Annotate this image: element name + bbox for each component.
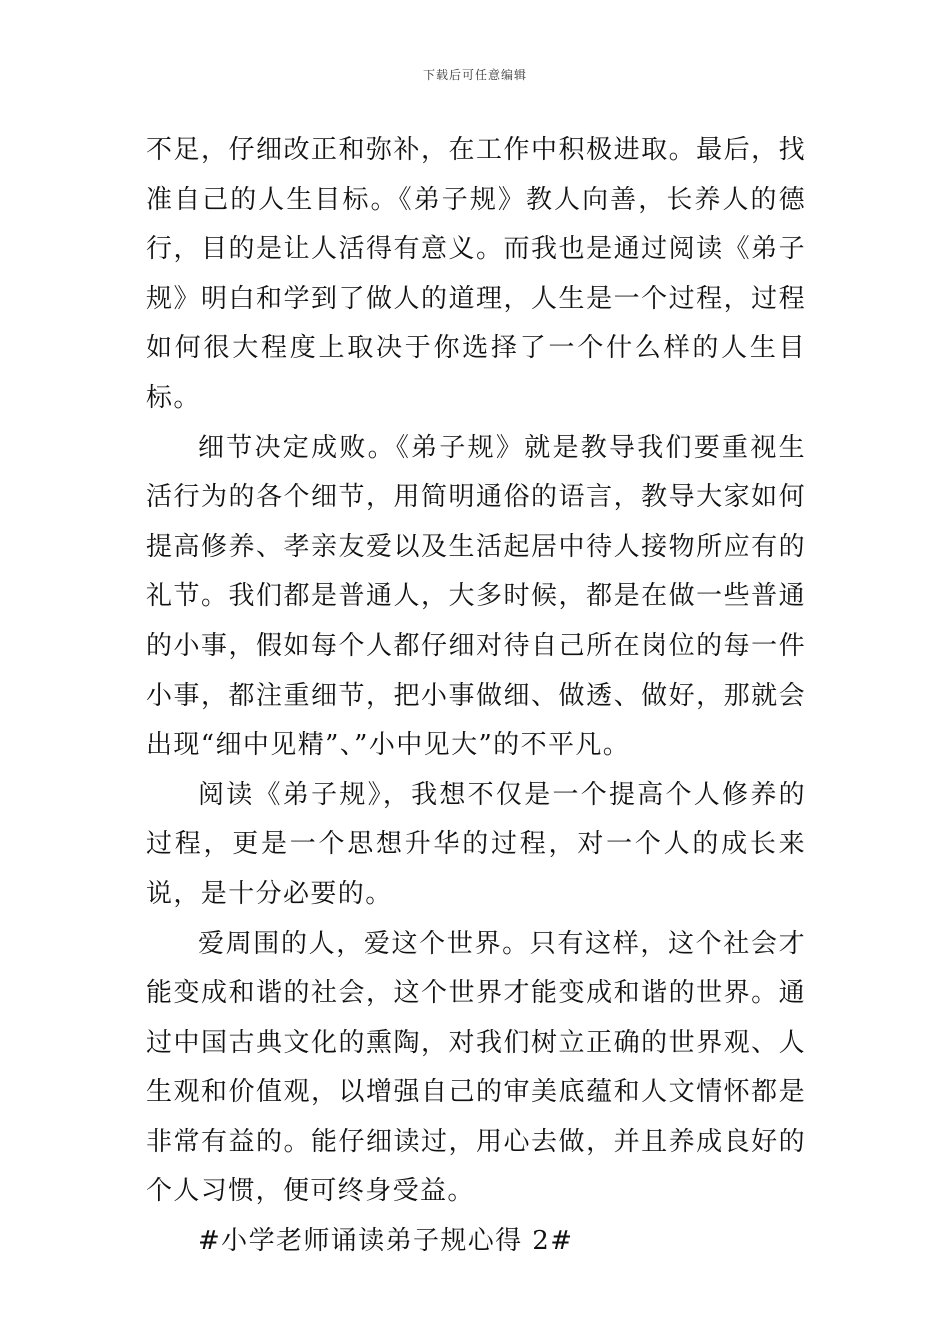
paragraph-details: 细节决定成败。《弟子规》就是教导我们要重视生活行为的各个细节，用简明通俗的语言，教导大家如何提高修养、孝亲友爱以及生活起居中待人接物所应有的礼节。我们都是普通人，大多时候，都是在做一些普通的小事，假如每个人都仔细对待自己所在岗位的每一件小事，都注重细节，把小事做细、做透、做好，那就会出现“细中见精”、”小中见大”的不平凡。: [146, 432, 806, 761]
paragraph-continuation: 不足，仔细改正和弥补，在工作中积极进取。最后，找准自己的人生目标。《弟子规》教人向善，长养人的德行，目的是让人活得有意义。而我也是通过阅读《弟子规》明白和学到了做人的道理，人生是一个过程，过程如何很大程度上取决于你选择了一个什么样的人生目标。: [146, 135, 806, 413]
paragraph-love: 爱周围的人，爱这个世界。只有这样，这个社会才能变成和谐的社会，这个世界才能变成和谐的世界。通过中国古典文化的熏陶，对我们树立正确的世界观、人生观和价值观，以增强自己的审美底蕴和人文情怀都是非常有益的。能仔细读过，用心去做，并且养成良好的个人习惯，便可终身受益。: [146, 928, 806, 1207]
paragraph-reading: 阅读《弟子规》，我想不仅是一个提高个人修养的过程，更是一个思想升华的过程，对一个人的成长来说，是十分必要的。: [146, 779, 806, 909]
document-body: [146, 126, 806, 1267]
section-heading: #小学老师诵读弟子规心得 2#: [198, 1226, 574, 1257]
page-header: 下载后可任意编辑: [422, 68, 527, 82]
